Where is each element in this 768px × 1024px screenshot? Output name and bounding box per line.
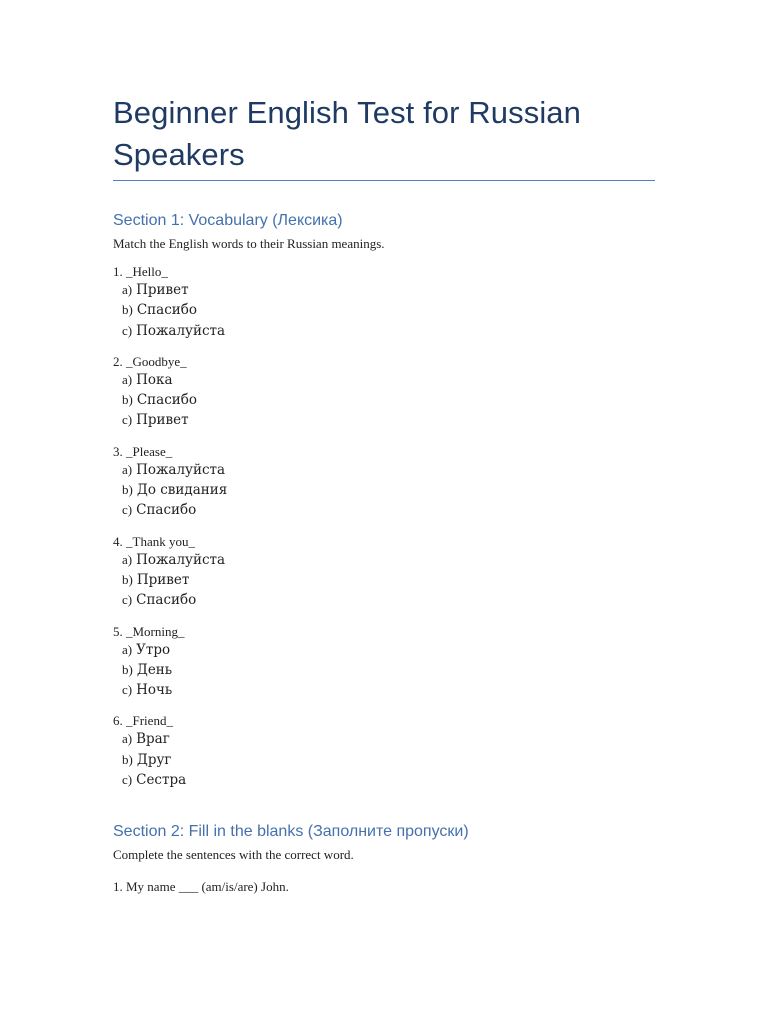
section-2-instruction: Complete the sentences with the correct word. bbox=[113, 847, 354, 863]
answer-option bbox=[113, 750, 656, 770]
vocabulary-question bbox=[113, 713, 656, 790]
option-letter: b) bbox=[122, 302, 133, 318]
option-letter: c) bbox=[122, 772, 133, 788]
option-letter: c) bbox=[122, 412, 133, 428]
section-1-heading: Section 1: Vocabulary (Лексика) bbox=[113, 212, 343, 229]
question-prompt: 1. _Hello_ bbox=[113, 264, 168, 279]
vocabulary-question bbox=[113, 264, 656, 341]
question-prompt: 5. _Morning_ bbox=[113, 623, 185, 639]
option-text: Пожалуйста bbox=[136, 322, 226, 339]
answer-option bbox=[113, 770, 656, 790]
answer-option bbox=[113, 410, 656, 430]
question-prompt: 6. _Friend_ bbox=[113, 713, 173, 729]
option-text: Утро bbox=[136, 641, 171, 658]
document-page bbox=[113, 92, 656, 895]
section-2-heading: Section 2: Fill in the blanks (Заполните пропуски) bbox=[113, 823, 469, 841]
option-text: Пожалуйста bbox=[136, 461, 226, 478]
answer-option bbox=[113, 390, 656, 410]
question-prompt: 3. _Please_ bbox=[113, 443, 173, 459]
document-title: Beginner English Test for Russian Speakers bbox=[113, 95, 581, 172]
title-underline bbox=[113, 180, 655, 181]
option-letter: a) bbox=[122, 731, 133, 747]
answer-option bbox=[113, 500, 656, 520]
option-text: Друг bbox=[136, 751, 172, 768]
option-text: Спасибо bbox=[136, 592, 197, 609]
question-prompt: 2. _Goodbye_ bbox=[113, 353, 187, 369]
option-letter: b) bbox=[122, 482, 133, 498]
answer-option bbox=[113, 550, 656, 570]
option-text: День bbox=[136, 661, 173, 678]
option-text: До свидания bbox=[136, 482, 228, 499]
vocabulary-question bbox=[113, 624, 656, 701]
option-text: Спасибо bbox=[136, 302, 198, 319]
answer-option bbox=[113, 460, 656, 480]
vocabulary-question bbox=[113, 444, 656, 521]
answer-option bbox=[113, 660, 656, 680]
option-letter: a) bbox=[122, 641, 133, 657]
answer-option bbox=[113, 570, 656, 590]
option-letter: b) bbox=[122, 751, 133, 767]
option-text: Привет bbox=[136, 571, 190, 588]
answer-option bbox=[113, 300, 656, 320]
fill-in-blank-item: 1. My name ___ (am/is/are) John. bbox=[113, 879, 289, 895]
answer-option bbox=[113, 729, 656, 749]
option-letter: a) bbox=[122, 461, 133, 477]
option-letter: a) bbox=[122, 282, 133, 297]
answer-option bbox=[113, 321, 656, 341]
option-text: Спасибо bbox=[136, 392, 198, 409]
option-letter: c) bbox=[122, 592, 133, 608]
option-text: Пожалуйста bbox=[136, 551, 226, 568]
option-text: Сестра bbox=[136, 772, 187, 789]
vocabulary-question bbox=[113, 534, 656, 611]
option-text: Враг bbox=[136, 731, 170, 748]
option-text: Спасибо bbox=[136, 502, 197, 519]
option-letter: c) bbox=[122, 322, 133, 338]
option-text: Привет bbox=[136, 412, 189, 429]
option-letter: a) bbox=[122, 551, 133, 567]
answer-option bbox=[113, 680, 656, 700]
option-letter: c) bbox=[122, 682, 133, 698]
question-prompt: 4. _Thank you_ bbox=[113, 533, 195, 549]
answer-option bbox=[113, 590, 656, 610]
vocabulary-question bbox=[113, 354, 656, 431]
fill-in-blank-list bbox=[113, 879, 656, 895]
option-letter: a) bbox=[122, 371, 133, 387]
section-1-instruction: Match the English words to their Russian meanings. bbox=[113, 236, 385, 251]
option-text: Привет bbox=[136, 282, 189, 298]
vocabulary-question-list bbox=[113, 264, 656, 790]
option-letter: b) bbox=[122, 571, 133, 587]
option-letter: c) bbox=[122, 502, 133, 518]
option-letter: b) bbox=[122, 392, 133, 408]
answer-option bbox=[113, 280, 656, 300]
answer-option bbox=[113, 640, 656, 660]
option-text: Пока bbox=[136, 371, 173, 388]
option-letter: b) bbox=[122, 661, 133, 677]
answer-option bbox=[113, 480, 656, 500]
option-text: Ночь bbox=[136, 682, 173, 699]
answer-option bbox=[113, 370, 656, 390]
